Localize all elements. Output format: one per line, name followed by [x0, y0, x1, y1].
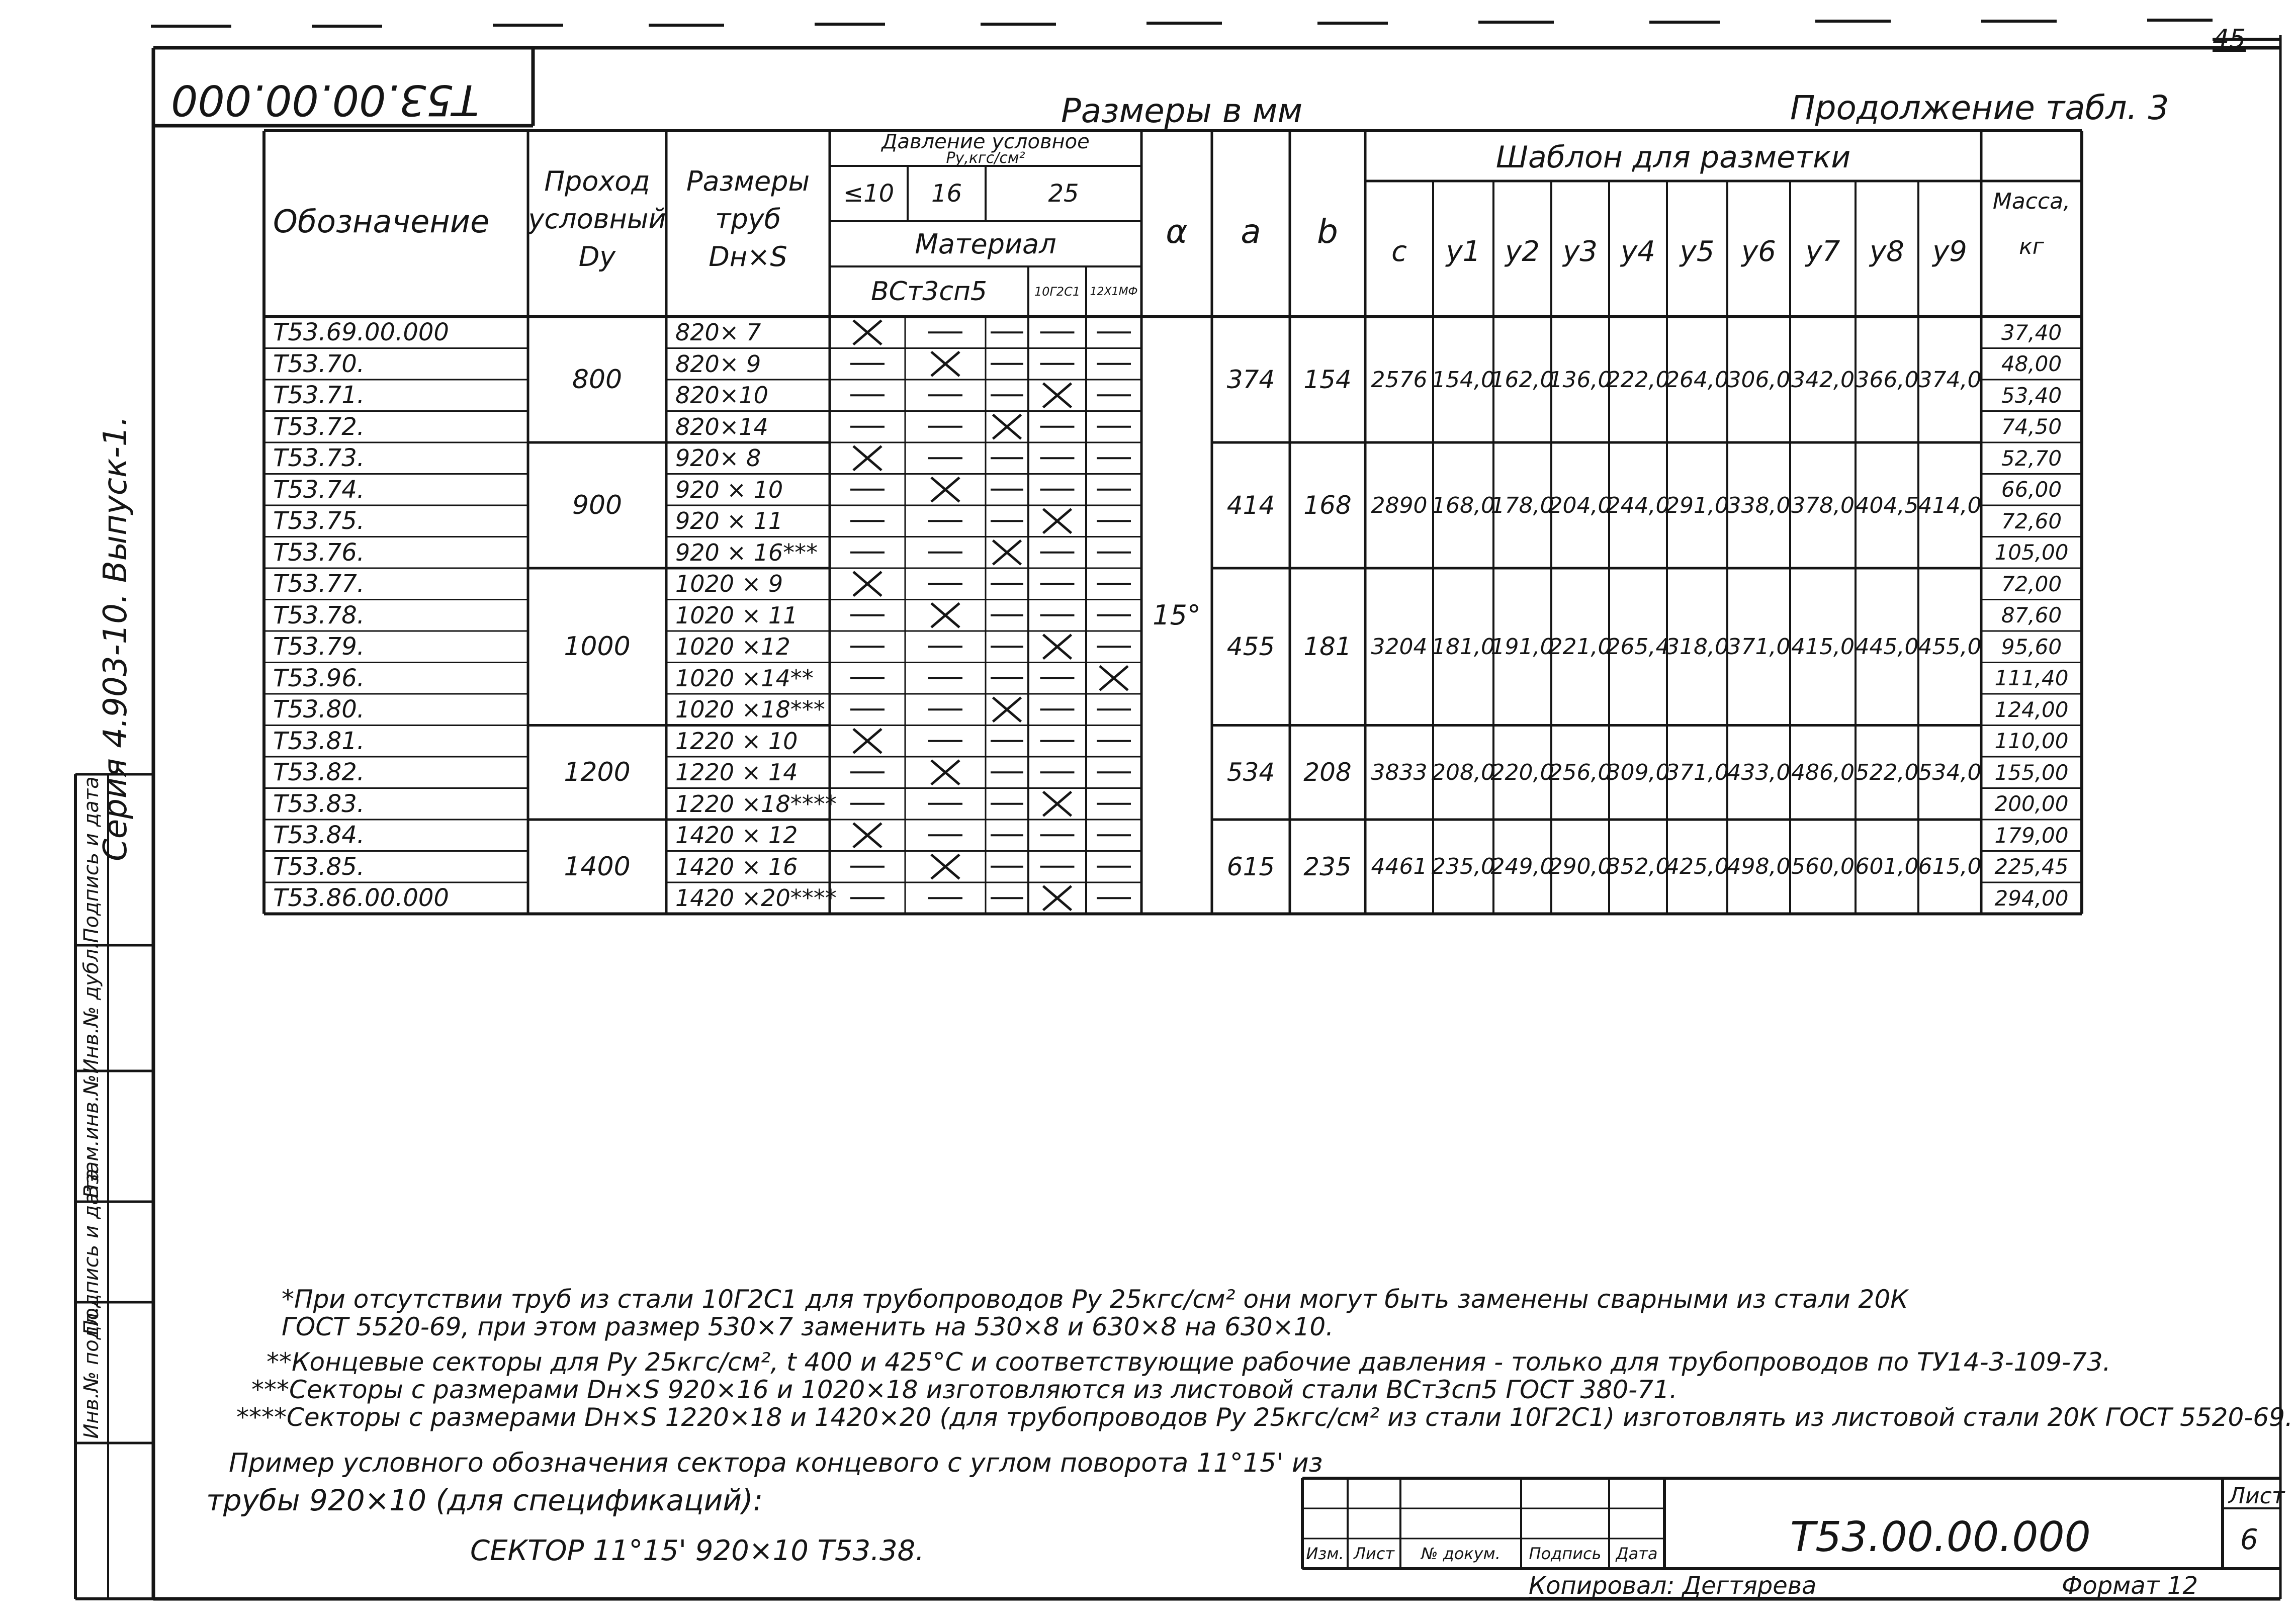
row-designation: Т53.79.: [273, 633, 365, 661]
material-10g2s1: 10Г2С1: [1034, 285, 1081, 299]
page-number: 45: [2213, 24, 2246, 54]
row-designation: Т53.80.: [273, 695, 365, 724]
group-template-value: 615,0: [1918, 854, 1982, 880]
template-col-y6: y6: [1741, 235, 1776, 268]
binding-strip-label: Подпись и дата: [80, 776, 103, 943]
row-mass: 48,00: [2001, 351, 2062, 377]
group-template-value: 366,0: [1855, 367, 1919, 393]
group-template-value: 204,0: [1548, 492, 1612, 518]
row-mass: 95,60: [2001, 634, 2062, 659]
example-line-3: СЕКТОР 11°15' 920×10 Т53.38.: [470, 1535, 924, 1567]
group-template-value: 220,0: [1490, 759, 1554, 785]
series-label: Серия 4.903-10. Выпуск-1.: [97, 416, 134, 861]
row-designation: Т53.73.: [273, 444, 365, 473]
group-template-value: 455,0: [1918, 634, 1982, 660]
group-template-value: 4461: [1371, 854, 1428, 880]
title-block-code: Т53.00.00.000: [1790, 1513, 2091, 1561]
group-template-value: 601,0: [1855, 854, 1919, 880]
group-template-value: 3204: [1371, 634, 1428, 660]
row-mass: 52,70: [2001, 445, 2062, 471]
group-template-value: 154,0: [1432, 367, 1495, 393]
group-template-value: 191,0: [1490, 634, 1554, 660]
group-template-value: 338,0: [1727, 492, 1791, 518]
copied-by: Копировал: Дегтярева: [1529, 1572, 1817, 1600]
material-label: Материал: [915, 228, 1056, 260]
sheet-top-dashes: [151, 20, 2213, 26]
row-pipe-size: 920 × 11: [675, 507, 783, 535]
group-dy: 1200: [564, 757, 631, 788]
group-template-value: 178,0: [1490, 492, 1554, 518]
binding-strip-label: Подпись и дата: [80, 1168, 103, 1335]
group-template-value: 168,0: [1432, 492, 1495, 518]
row-pipe-size: 1020 × 11: [675, 601, 798, 629]
group-template-value: 374,0: [1918, 367, 1982, 393]
binding-strip-label: Взам.инв.№: [80, 1074, 103, 1199]
footnote: ****Секторы с размерами Dн×S 1220×18 и 1420×20 (для трубопроводов Ру 25кгс/см² из стали 10Г2С1) изготовлять из листовой стали 20К ГОСТ 5520-69.: [236, 1403, 2293, 1432]
row-designation: Т53.76.: [273, 538, 365, 567]
group-template-value: 222,0: [1606, 367, 1670, 393]
group-template-value: 414,0: [1918, 492, 1982, 518]
header-passage-3: Dy: [578, 240, 616, 273]
group-template-value: 256,0: [1548, 759, 1612, 785]
row-mass: 124,00: [1994, 697, 2069, 722]
group-template-value: 352,0: [1606, 854, 1670, 880]
row-pipe-size: 1020 ×18***: [675, 696, 825, 724]
group-dy: 1000: [564, 631, 631, 662]
header-mass-1: Масса,: [1992, 188, 2071, 214]
header-pressure-unit: Ру,кгс/см²: [946, 149, 1025, 167]
footnote: ***Секторы с размерами Dн×S 920×16 и 1020×18 изготовляются из листовой стали ВСт3сп5 ГОСТ 380-71.: [251, 1375, 1678, 1404]
row-mass: 294,00: [1994, 885, 2069, 911]
group-template-value: 2576: [1371, 367, 1428, 393]
row-designation: Т53.70.: [273, 349, 365, 378]
continuation-caption: Продолжение табл. 3: [1790, 88, 2169, 127]
header-a: a: [1241, 212, 1261, 251]
group-b: 154: [1303, 365, 1352, 394]
row-pipe-size: 1020 ×12: [675, 633, 790, 661]
format-label: Формат 12: [2062, 1572, 2198, 1600]
row-pipe-size: 820× 9: [675, 350, 761, 378]
row-designation: Т53.78.: [273, 601, 365, 629]
group-a: 414: [1226, 491, 1275, 520]
group-template-value: 181,0: [1432, 634, 1495, 660]
row-pipe-size: 1020 × 9: [675, 570, 783, 598]
pressure-le10: ≤10: [843, 179, 895, 208]
template-col-y5: y5: [1680, 235, 1715, 268]
title-block-column-label: Изм.: [1306, 1544, 1344, 1563]
row-mass: 111,40: [1994, 666, 2069, 691]
row-mass: 74,50: [2001, 414, 2062, 439]
group-template-value: 415,0: [1791, 634, 1855, 660]
title-block-column-label: Лист: [1353, 1544, 1395, 1563]
row-pipe-size: 1420 × 16: [675, 853, 798, 880]
row-pipe-size: 1220 ×18****: [675, 790, 837, 818]
group-template-value: 498,0: [1727, 854, 1791, 880]
group-template-value: 560,0: [1791, 854, 1855, 880]
row-designation: Т53.74.: [273, 475, 365, 504]
row-designation: Т53.86.00.000: [273, 884, 449, 913]
group-template-value: 291,0: [1665, 492, 1729, 518]
header-designation: Обозначение: [273, 203, 490, 240]
group-template-value: 2890: [1371, 492, 1428, 518]
row-pipe-size: 1020 ×14**: [675, 664, 814, 692]
template-col-y4: y4: [1621, 235, 1655, 268]
row-designation: Т53.71.: [273, 381, 365, 410]
group-template-value: 235,0: [1432, 854, 1495, 880]
group-template-value: 342,0: [1791, 367, 1855, 393]
template-col-y2: y2: [1505, 235, 1540, 268]
row-mass: 155,00: [1994, 760, 2069, 785]
sheet-label: Лист: [2229, 1483, 2285, 1509]
template-col-y3: y3: [1563, 235, 1598, 268]
header-alpha: α: [1166, 212, 1188, 251]
group-dy: 900: [572, 490, 623, 520]
header-pipe-1: Размеры: [686, 165, 810, 197]
template-col-y8: y8: [1870, 235, 1904, 268]
header-passage-1: Проход: [544, 165, 650, 197]
template-label: Шаблон для разметки: [1495, 139, 1851, 175]
group-template-value: 3833: [1371, 759, 1428, 785]
group-template-value: 378,0: [1791, 492, 1855, 518]
group-template-value: 404,5: [1855, 492, 1919, 518]
row-pipe-size: 820×10: [675, 382, 768, 409]
group-template-value: 522,0: [1855, 759, 1919, 785]
group-template-value: 486,0: [1791, 759, 1855, 785]
row-pipe-size: 1420 × 12: [675, 822, 798, 849]
group-b: 208: [1303, 758, 1352, 787]
group-template-value: 371,0: [1665, 759, 1729, 785]
group-template-value: 433,0: [1727, 759, 1791, 785]
template-col-y7: y7: [1805, 235, 1840, 268]
group-a: 534: [1226, 758, 1275, 787]
group-a: 374: [1226, 365, 1275, 394]
material-12h1mf: 12Х1МФ: [1090, 285, 1138, 298]
material-steel: ВСт3сп5: [870, 277, 988, 307]
group-a: 615: [1226, 852, 1275, 881]
row-designation: Т53.72.: [273, 412, 365, 441]
row-pipe-size: 1420 ×20****: [675, 884, 837, 912]
group-template-value: 445,0: [1855, 634, 1919, 660]
row-mass: 87,60: [2001, 603, 2062, 628]
group-template-value: 162,0: [1490, 367, 1554, 393]
group-a: 455: [1226, 632, 1275, 662]
group-b: 235: [1303, 852, 1352, 881]
row-designation: Т53.81.: [273, 727, 365, 755]
header-passage-2: условный: [528, 203, 666, 235]
row-pipe-size: 1220 × 10: [675, 727, 798, 755]
group-template-value: 290,0: [1548, 854, 1612, 880]
sizes-caption: Размеры в мм: [1061, 92, 1303, 130]
group-dy: 800: [572, 365, 623, 395]
row-mass: 225,45: [1994, 854, 2069, 879]
group-dy: 1400: [564, 851, 631, 882]
title-block-column-label: Дата: [1616, 1544, 1658, 1563]
footnote: **Концевые секторы для Ру 25кгс/см², t 400 и 425°С и соответствующие рабочие давления - только для трубопроводов по ТУ14-3-109-73.: [267, 1347, 2111, 1377]
row-designation: Т53.83.: [273, 789, 365, 818]
row-designation: Т53.77.: [273, 570, 365, 598]
row-designation: Т53.96.: [273, 664, 365, 692]
title-block-column-label: Подпись: [1529, 1544, 1602, 1563]
title-block-column-label: № докум.: [1421, 1544, 1501, 1563]
example-line-1: Пример условного обозначения сектора концевого с углом поворота 11°15' из: [229, 1448, 1323, 1478]
row-mass: 110,00: [1994, 729, 2069, 754]
group-b: 168: [1303, 491, 1352, 520]
group-template-value: 309,0: [1606, 759, 1670, 785]
row-mass: 105,00: [1994, 540, 2069, 565]
row-pipe-size: 920× 8: [675, 444, 761, 472]
header-b: b: [1317, 212, 1338, 251]
row-designation: Т53.82.: [273, 758, 365, 787]
row-pipe-size: 1220 × 14: [675, 759, 798, 786]
row-designation: Т53.75.: [273, 507, 365, 535]
header-pipe-3: Dн×S: [709, 240, 787, 273]
group-template-value: 264,0: [1665, 367, 1729, 393]
group-template-value: 244,0: [1606, 492, 1670, 518]
row-designation: Т53.69.00.000: [273, 318, 449, 347]
group-template-value: 249,0: [1490, 854, 1554, 880]
group-template-value: 425,0: [1665, 854, 1729, 880]
alpha-value: 15°: [1153, 599, 1201, 631]
row-mass: 179,00: [1994, 823, 2069, 848]
footnote: *При отсутствии труб из стали 10Г2С1 для трубопроводов Ру 25кгс/см² они могут быть заменены сварными из стали 20К: [282, 1285, 1908, 1314]
row-mass: 200,00: [1994, 791, 2069, 817]
group-template-value: 306,0: [1727, 367, 1791, 393]
row-mass: 66,00: [2001, 477, 2062, 502]
header-pressure: Давление условное: [881, 130, 1090, 153]
template-col-y9: y9: [1932, 235, 1967, 268]
header-pipe-2: труб: [715, 203, 781, 235]
group-b: 181: [1303, 632, 1352, 662]
row-mass: 72,60: [2001, 508, 2062, 533]
group-template-value: 534,0: [1918, 759, 1982, 785]
row-mass: 37,40: [2001, 320, 2062, 345]
group-template-value: 208,0: [1432, 759, 1495, 785]
binding-strip-label: Инв.№ дубл.: [80, 942, 103, 1074]
group-template-value: 265,4: [1606, 634, 1670, 660]
row-pipe-size: 820×14: [675, 413, 768, 440]
row-designation: Т53.85.: [273, 852, 365, 881]
row-pipe-size: 920 × 16***: [675, 538, 818, 566]
row-pipe-size: 820× 7: [675, 319, 761, 346]
stamp-code: Т53.00.00.000: [171, 75, 479, 125]
group-template-value: 136,0: [1548, 367, 1612, 393]
template-col-c: c: [1391, 235, 1407, 268]
template-col-y1: y1: [1446, 235, 1481, 268]
pressure-16: 16: [931, 179, 962, 208]
group-template-value: 371,0: [1727, 634, 1791, 660]
row-mass: 53,40: [2001, 383, 2062, 408]
sheet-number: 6: [2240, 1523, 2258, 1556]
pressure-25: 25: [1048, 179, 1079, 208]
row-pipe-size: 920 × 10: [675, 476, 783, 503]
example-line-2: трубы 920×10 (для спецификаций):: [206, 1483, 763, 1517]
row-designation: Т53.84.: [273, 821, 365, 850]
group-template-value: 221,0: [1548, 634, 1612, 660]
binding-strip-label: Инв.№ подл.: [80, 1306, 103, 1439]
row-mass: 72,00: [2001, 571, 2062, 596]
header-mass-2: кг: [2019, 233, 2044, 259]
footnote: ГОСТ 5520-69, при этом размер 530×7 заменить на 530×8 и 630×8 на 630×10.: [282, 1312, 1334, 1341]
group-template-value: 318,0: [1665, 634, 1729, 660]
